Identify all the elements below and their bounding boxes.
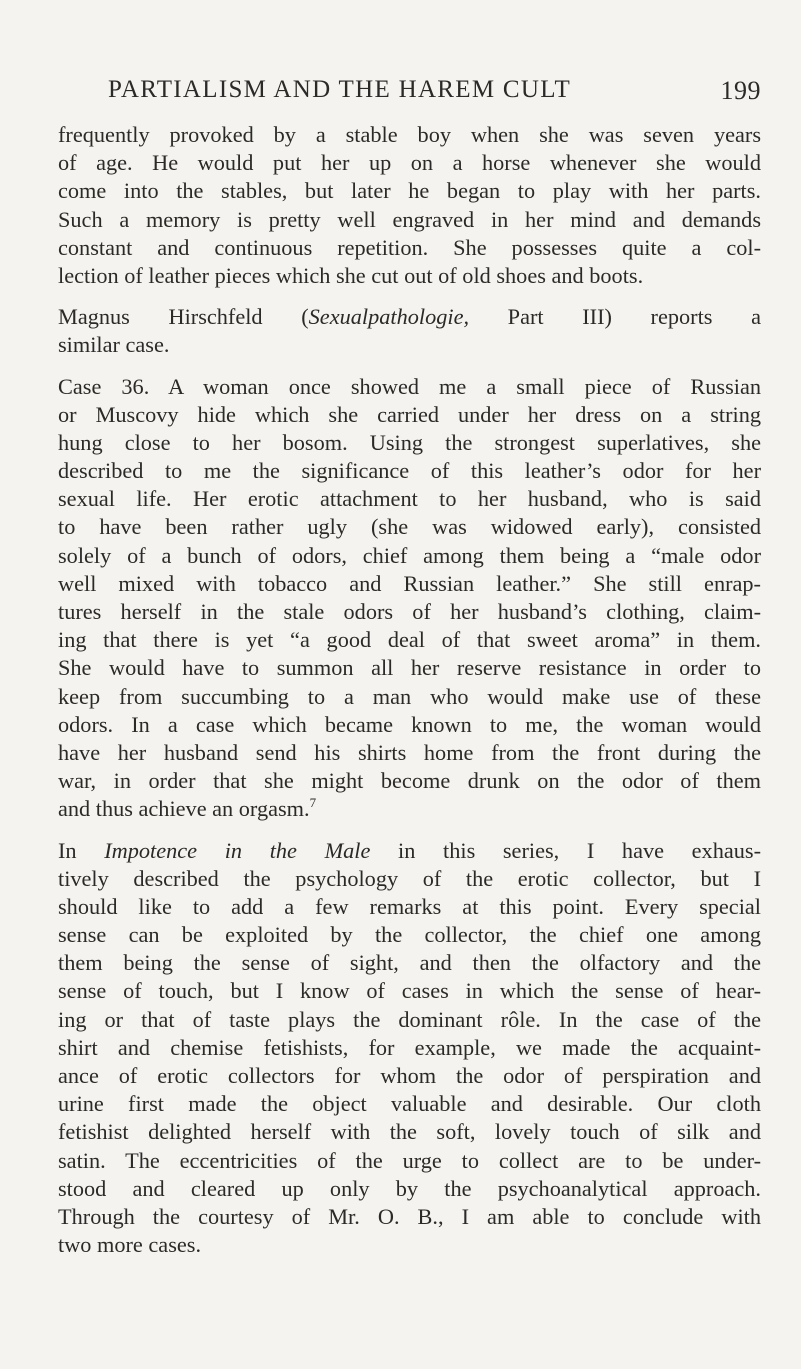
text-line: Such a memory is pretty well engraved in her mind and demands — [58, 206, 761, 232]
text-line: shirt and chemise fetishists, for example, we made the acquaint- — [58, 1034, 761, 1060]
chapter-title: PARTIALISM AND THE HAREM CULT — [108, 76, 572, 103]
text-line: described to me the significance of this leather’s odor for her — [58, 458, 761, 484]
book-title: Impotence in the Male — [104, 837, 371, 863]
text-line: hung close to her bosom. Using the strongest superlatives, she — [58, 429, 761, 455]
text-line: ing that there is yet “a good deal of that sweet aroma” in them. — [58, 627, 761, 653]
text-line: tively described the psychology of the erotic collector, but I — [58, 865, 761, 891]
text-line: them being the sense of sight, and then the olfactory and the — [58, 950, 761, 976]
body-text — [58, 121, 761, 1259]
text-run: In — [58, 837, 105, 863]
text-line: sense of touch, but I know of cases in which the sense of hear- — [58, 978, 761, 1004]
text-run: Part III) reports a — [469, 304, 762, 330]
text-line: sense can be exploited by the collector, the chief one among — [58, 922, 761, 948]
running-head — [108, 76, 761, 112]
text-run: Magnus Hirschfeld ( — [58, 304, 309, 330]
text-line: constant and continuous repetition. She possesses quite a col- — [58, 234, 761, 260]
text-line: tures herself in the stale odors of her husband’s clothing, claim- — [58, 599, 761, 624]
text-line: sexual life. Her erotic attachment to her husband, who is said — [58, 486, 761, 512]
text-line — [58, 837, 761, 865]
text-line: of age. He would put her up on a horse whenever she would — [58, 150, 761, 176]
footnote-reference[interactable]: 7 — [309, 795, 317, 811]
paragraph-1 — [58, 121, 761, 290]
text-line: ance of erotic collectors for whom the odor of perspiration and — [58, 1063, 761, 1088]
text-line: keep from succumbing to a man who would make use of these — [58, 683, 761, 709]
text-line: frequently provoked by a stable boy when she was seven years — [58, 122, 761, 147]
text-line: ing or that of taste plays the dominant rôle. In the case of the — [58, 1006, 761, 1032]
text-line: two more cases. — [58, 1232, 202, 1258]
book-title: Sexualpathologie, — [308, 304, 470, 330]
text-line: come into the stables, but later he began to play with her parts. — [58, 178, 761, 204]
text-line: or Muscovy hide which she carried under her dress on a string — [58, 401, 761, 427]
text-line: lection of leather pieces which she cut out of old shoes and boots. — [58, 262, 644, 288]
page-number: 199 — [720, 76, 761, 105]
text-line: stood and cleared up only by the psychoanalytical approach. — [58, 1175, 761, 1201]
paragraph-2 — [58, 303, 761, 359]
text-line: war, in order that she might become drunk on the odor of them — [58, 768, 761, 794]
text-line: similar case. — [58, 332, 170, 358]
text-line: odors. In a case which became known to me, the woman would — [58, 711, 761, 737]
text-line: to have been rather ugly (she was widowed early), consisted — [58, 514, 761, 540]
text-line — [58, 303, 761, 331]
text-line: fetishist delighted herself with the soft, lovely touch of silk and — [58, 1119, 761, 1145]
text-line: well mixed with tobacco and Russian leather.” She still enrap- — [58, 570, 761, 596]
text-line: Through the courtesy of Mr. O. B., I am able to conclude with — [58, 1203, 761, 1229]
text-line: She would have to summon all her reserve resistance in order to — [58, 655, 761, 681]
text-run: and thus achieve an orgasm. — [58, 796, 310, 822]
text-line: should like to add a few remarks at this point. Every special — [58, 893, 761, 919]
text-line: satin. The eccentricities of the urge to collect are to be under- — [58, 1147, 761, 1173]
text-run: in this series, I have exhaus- — [370, 837, 761, 863]
text-line: urine first made the object valuable and desirable. Our cloth — [58, 1091, 761, 1117]
text-line: Case 36. A woman once showed me a small piece of Russian — [58, 373, 761, 399]
text-line: solely of a bunch of odors, chief among them being a “male odor — [58, 542, 761, 568]
text-line: have her husband send his shirts home from the front during the — [58, 739, 761, 765]
text-line — [58, 795, 761, 823]
paragraph-3 — [58, 373, 761, 824]
paragraph-4 — [58, 837, 761, 1260]
